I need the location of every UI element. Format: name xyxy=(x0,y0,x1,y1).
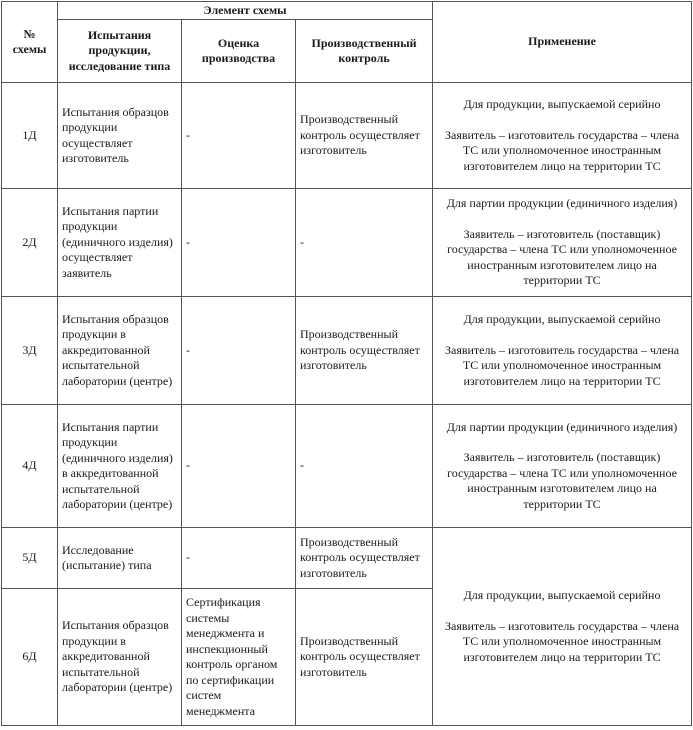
testing-cell: Испытания образцов продукции в аккредитованной испытательной лаборатории (центре) xyxy=(58,297,182,405)
application-applicant: Заявитель – изготовитель (поставщик) государства – члена ТС или уполномоченное иностранным изготовителем лицо на территории ТС xyxy=(447,226,677,288)
testing-cell: Испытания партии продукции (единичного изделия) осуществляет заявитель xyxy=(58,189,182,297)
scheme-number: 4Д xyxy=(2,405,58,528)
control-cell: Производственный контроль осуществляет изготовитель xyxy=(296,528,433,589)
application-purpose: Для продукции, выпускаемой серийно xyxy=(463,97,661,111)
application-header: Применение xyxy=(433,2,692,83)
application-purpose: Для партии продукции (единичного изделия) xyxy=(446,419,678,434)
assessment-cell: - xyxy=(182,189,296,297)
testing-cell: Испытания образцов продукции в аккредитованной испытательной лаборатории (центре) xyxy=(58,589,182,726)
table-row xyxy=(2,405,692,528)
table-row xyxy=(2,297,692,405)
assessment-cell: - xyxy=(182,297,296,405)
application-applicant: Заявитель – изготовитель государства – члена ТС или уполномоченное иностранным изготовителем лицо на территории ТС xyxy=(444,618,680,664)
control-header: Производственный контроль xyxy=(296,20,433,83)
testing-cell: Испытания образцов продукции осуществляет изготовитель xyxy=(58,83,182,189)
scheme-number: 2Д xyxy=(2,189,58,297)
header-row-top xyxy=(2,2,692,20)
control-cell: Производственный контроль осуществляет изготовитель xyxy=(296,83,433,189)
table-row xyxy=(2,189,692,297)
testing-cell: Исследование (испытание) типа xyxy=(58,528,182,589)
scheme-number: 5Д xyxy=(2,528,58,589)
application-cell xyxy=(433,189,692,297)
scheme-number-header: № схемы xyxy=(2,2,58,83)
scheme-number: 3Д xyxy=(2,297,58,405)
assessment-cell: - xyxy=(182,528,296,589)
schemes-table xyxy=(1,1,692,726)
table-row xyxy=(2,528,692,589)
application-applicant: Заявитель – изготовитель государства – члена ТС или уполномоченное иностранным изготовителем лицо на территории ТС xyxy=(444,127,680,173)
testing-cell: Испытания партии продукции (единичного изделия) в аккредитованной испытательной лаборатории (центре) xyxy=(58,405,182,528)
scheme-number: 6Д xyxy=(2,589,58,726)
assessment-header: Оценка производства xyxy=(182,20,296,83)
application-purpose: Для продукции, выпускаемой серийно xyxy=(463,312,661,326)
control-cell: Производственный контроль осуществляет изготовитель xyxy=(296,589,433,726)
assessment-cell: Сертификация системы менеджмента и инспекционный контроль органом по сертификации систем менеджмента xyxy=(182,589,296,726)
application-purpose: Для партии продукции (единичного изделия) xyxy=(446,196,678,211)
testing-header: Испытания продукции, исследование типа xyxy=(58,20,182,83)
application-cell-merged xyxy=(433,528,692,726)
scheme-number: 1Д xyxy=(2,83,58,189)
application-cell xyxy=(433,405,692,528)
scheme-element-header: Элемент схемы xyxy=(58,2,433,20)
application-applicant: Заявитель – изготовитель (поставщик) государства – члена ТС или уполномоченное иностранным изготовителем лицо на территории ТС xyxy=(447,450,677,511)
assessment-cell: - xyxy=(182,83,296,189)
control-cell: Производственный контроль осуществляет изготовитель xyxy=(296,297,433,405)
application-purpose: Для продукции, выпускаемой серийно xyxy=(463,588,661,602)
control-cell: - xyxy=(296,405,433,528)
application-cell xyxy=(433,297,692,405)
assessment-cell: - xyxy=(182,405,296,528)
table-row xyxy=(2,83,692,189)
control-cell: - xyxy=(296,189,433,297)
application-applicant: Заявитель – изготовитель государства – члена ТС или уполномоченное иностранным изготовителем лицо на территории ТС xyxy=(444,342,680,388)
application-cell xyxy=(433,83,692,189)
